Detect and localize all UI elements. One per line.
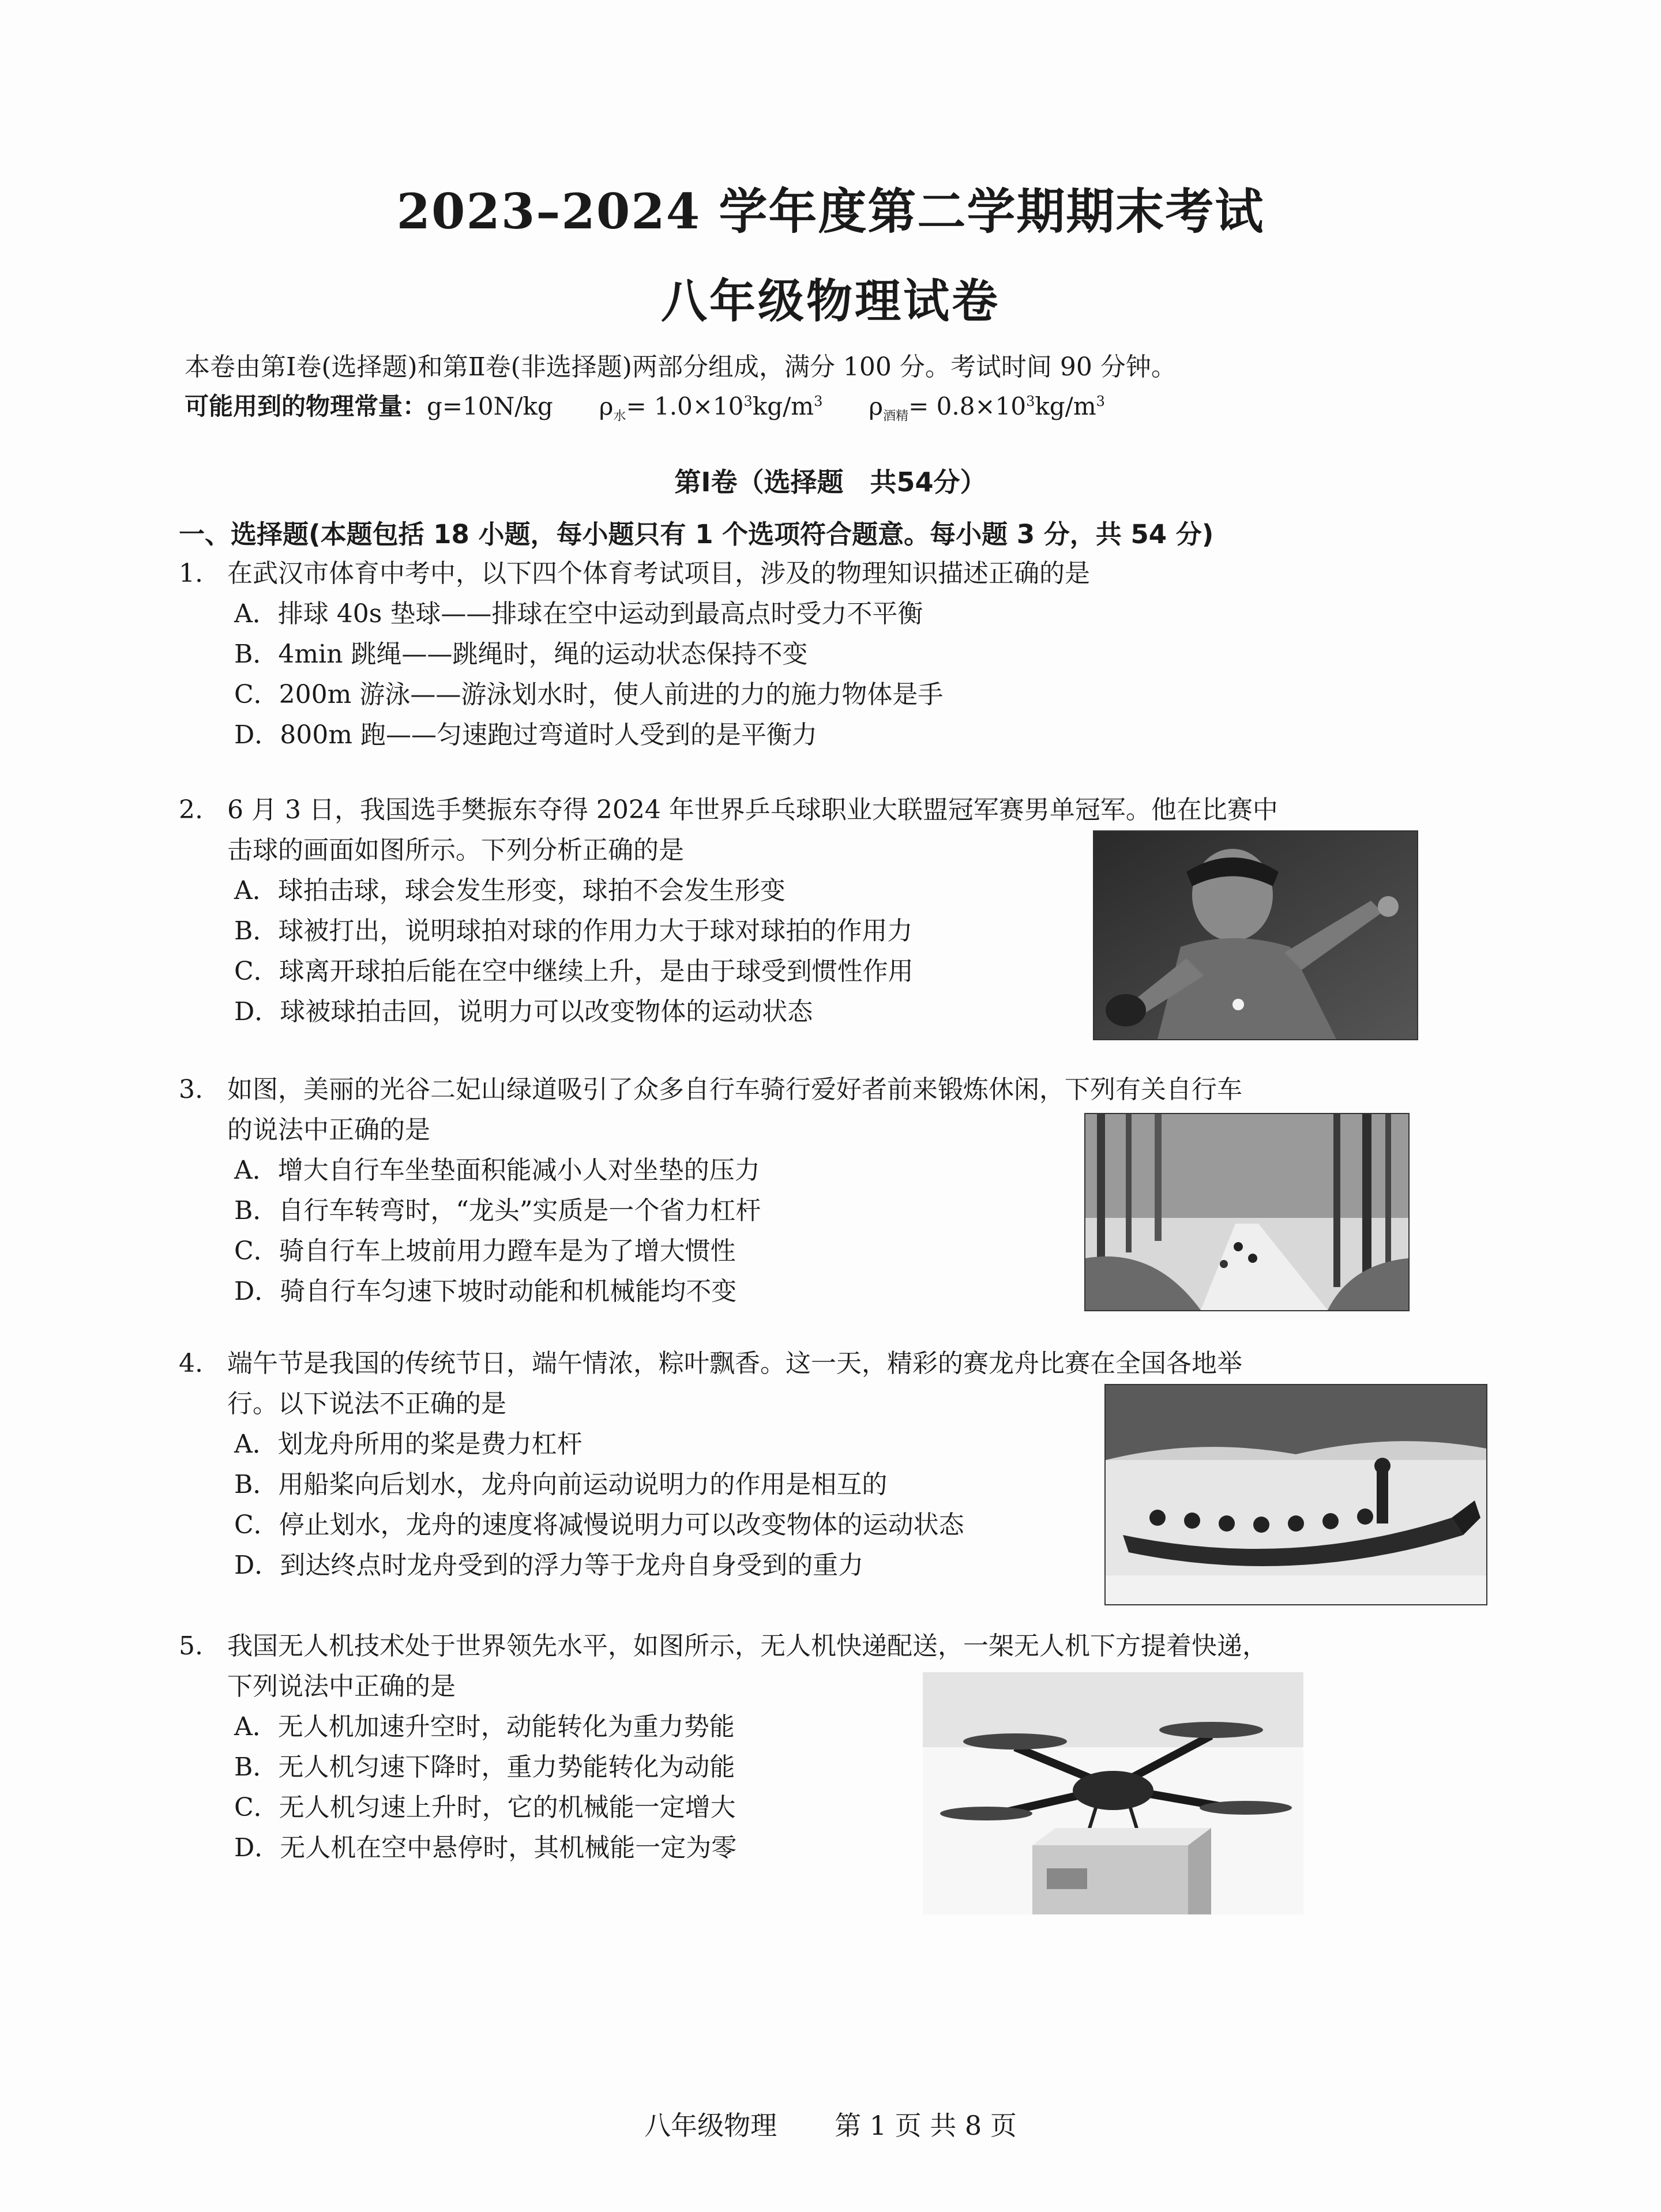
constant-g: g=10N/kg (427, 392, 553, 420)
question-number: 5. (179, 1631, 203, 1661)
option-a: A．划龙舟所用的桨是费力杠杆 (234, 1429, 583, 1459)
rho-water-value: = 1.0×10 (626, 392, 744, 420)
rho-alcohol-symbol: ρ (869, 392, 884, 420)
option-d: D．到达终点时龙舟受到的浮力等于龙舟自身受到的重力 (234, 1551, 864, 1580)
rho-alcohol-value: = 0.8×10 (908, 392, 1027, 420)
question-stem (179, 1070, 1242, 1110)
option-a: A．增大自行车坐垫面积能减小人对坐垫的压力 (234, 1156, 760, 1185)
option-c: C．停止划水，龙舟的速度将减慢说明力可以改变物体的运动状态 (234, 1510, 964, 1540)
option-b: B．4min 跳绳——跳绳时，绳的运动状态保持不变 (234, 639, 808, 669)
question-number: 2. (179, 795, 203, 825)
rho-alcohol-sub: 酒精 (883, 409, 909, 424)
option-a: A．排球 40s 垫球——排球在空中运动到最高点时受力不平衡 (234, 599, 923, 629)
rho-water-symbol: ρ (599, 392, 614, 420)
question-text-cont: 下列说法中正确的是 (227, 1672, 456, 1701)
exam-title: 2023–2024 学年度第二学期期末考试 (396, 183, 1265, 240)
option-a: A．无人机加速升空时，动能转化为重力势能 (234, 1712, 735, 1741)
bike-path-photo (1084, 1113, 1410, 1311)
rho-water-unit-exp: 3 (814, 393, 823, 409)
part1-heading: 第Ⅰ卷（选择题 共54分） (674, 467, 987, 498)
question-text: 6 月 3 日，我国选手樊振东夺得 2024 年世界乒乓球职业大联盟冠军赛男单冠军。他在比赛中 (227, 795, 1278, 825)
option-c: C．骑自行车上坡前用力蹬车是为了增大惯性 (234, 1236, 736, 1266)
section1-heading: 一、选择题(本题包括 18 小题，每小题只有 1 个选项符合题意。每小题 3 分，共 54 分) (179, 519, 1214, 550)
exam-subtitle: 八年级物理试卷 (661, 274, 1000, 328)
option-a: A．球拍击球，球会发生形变，球拍不会发生形变 (234, 876, 786, 905)
bike-path-illustration (1085, 1114, 1408, 1310)
rho-alcohol-unit-exp: 3 (1096, 393, 1105, 409)
footer-page-number: 第 1 页 共 8 页 (835, 2110, 1017, 2141)
question-text-cont: 行。以下说法不正确的是 (227, 1389, 506, 1419)
option-c: C．200m 游泳——游泳划水时，使人前进的力的施力物体是手 (234, 680, 944, 709)
rho-alcohol-exp: 3 (1026, 393, 1035, 409)
question-stem (179, 554, 1090, 594)
constants-label: 可能用到的物理常量： (185, 392, 427, 420)
option-b: B．无人机匀速下降时，重力势能转化为动能 (234, 1752, 735, 1782)
question-4 (179, 1344, 1242, 1586)
question-number: 1. (179, 559, 203, 588)
exam-intro: 本卷由第Ⅰ卷(选择题)和第Ⅱ卷(非选择题)两部分组成，满分 100 分。考试时间 90 分钟。 (185, 352, 1177, 382)
option-b: B．用船桨向后划水，龙舟向前运动说明力的作用是相互的 (234, 1470, 888, 1499)
rho-alcohol-unit: kg/m (1035, 392, 1096, 420)
question-stem (179, 1626, 1268, 1666)
question-1 (179, 554, 1090, 755)
table-tennis-illustration (1094, 832, 1417, 1039)
question-text-cont: 击球的画面如图所示。下列分析正确的是 (227, 836, 684, 865)
page-footer (0, 2105, 1661, 2143)
option-c: C．球离开球拍后能在空中继续上升，是由于球受到惯性作用 (234, 957, 914, 986)
table-tennis-photo (1093, 830, 1418, 1040)
option-d: D．无人机在空中悬停时，其机械能一定为零 (234, 1833, 737, 1863)
question-text-cont: 的说法中正确的是 (227, 1115, 430, 1145)
footer-subject: 八年级物理 (644, 2110, 777, 2141)
rho-water-exp: 3 (743, 393, 753, 409)
drone-illustration (923, 1672, 1303, 1914)
option-c: C．无人机匀速上升时，它的机械能一定增大 (234, 1793, 736, 1822)
question-text: 我国无人机技术处于世界领先水平，如图所示，无人机快递配送，一架无人机下方提着快递， (227, 1631, 1268, 1661)
question-stem (179, 1344, 1242, 1384)
question-text: 如图，美丽的光谷二妃山绿道吸引了众多自行车骑行爱好者前来锻炼休闲，下列有关自行车 (227, 1075, 1242, 1104)
rho-water-sub: 水 (613, 409, 626, 424)
rho-water-unit: kg/m (752, 392, 814, 420)
drone-photo (923, 1672, 1303, 1914)
question-text: 端午节是我国的传统节日，端午情浓，粽叶飘香。这一天，精彩的赛龙舟比赛在全国各地举 (227, 1349, 1242, 1378)
option-b: B．自行车转弯时，“龙头”实质是一个省力杠杆 (234, 1196, 761, 1225)
question-text: 在武汉市体育中考中，以下四个体育考试项目，涉及的物理知识描述正确的是 (227, 559, 1090, 588)
question-stem (179, 790, 1278, 830)
question-number: 4. (179, 1349, 203, 1378)
option-b: B．球被打出，说明球拍对球的作用力大于球对球拍的作用力 (234, 916, 913, 946)
option-d: D．800m 跑——匀速跑过弯道时人受到的是平衡力 (234, 720, 817, 750)
option-d: D．球被球拍击回，说明力可以改变物体的运动状态 (234, 997, 813, 1026)
question-3 (179, 1070, 1242, 1312)
dragon-boat-illustration (1106, 1385, 1486, 1604)
physical-constants (185, 388, 1105, 424)
dragon-boat-photo (1104, 1384, 1487, 1605)
option-d: D．骑自行车匀速下坡时动能和机械能均不变 (234, 1277, 737, 1306)
question-number: 3. (179, 1075, 203, 1104)
